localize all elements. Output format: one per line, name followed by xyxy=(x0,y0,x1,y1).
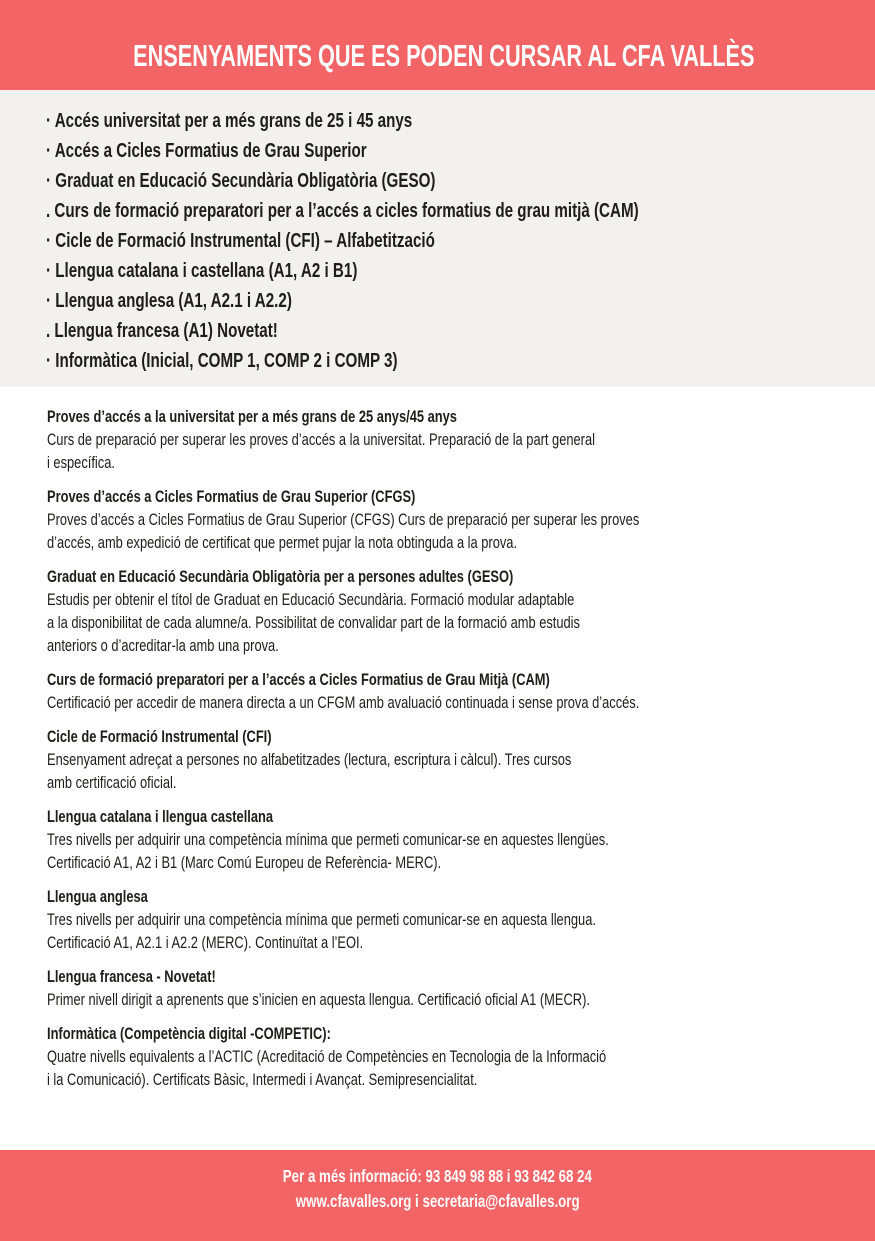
course-description-line: Certificació A1, A2.1 i A2.2 (MERC). Continuïtat a l’EOI. xyxy=(47,934,364,952)
summary-item: · Cicle de Formació Instrumental (CFI) – Alfabetització xyxy=(46,229,435,252)
summary-item: · Llengua catalana i castellana (A1, A2 i B1) xyxy=(46,259,358,282)
course-title: Llengua anglesa xyxy=(47,888,148,906)
summary-list xyxy=(46,106,847,376)
summary-item: · Llengua anglesa (A1, A2.1 i A2.2) xyxy=(46,289,292,312)
course-section-geso xyxy=(47,566,847,658)
course-section-cfgs xyxy=(47,486,847,555)
course-title: Curs de formació preparatori per a l’accés a Cicles Formatius de Grau Mitjà (CAM) xyxy=(47,671,550,689)
course-section-french xyxy=(47,966,847,1012)
footer-phone-text: Per a més informació: 93 849 98 88 i 93 842 68 24 xyxy=(282,1166,593,1186)
course-section-english xyxy=(47,886,847,955)
course-description-line: i específica. xyxy=(47,454,115,472)
summary-item: · Graduat en Educació Secundària Obligatòria (GESO) xyxy=(46,169,436,192)
course-description-line: amb certificació oficial. xyxy=(47,774,177,792)
page-title-text: ENSENYAMENTS QUE ES PODEN CURSAR AL CFA VALLÈS xyxy=(133,38,755,73)
course-description-line: Certificació A1, A2 i B1 (Marc Comú Europeu de Referència- MERC). xyxy=(47,854,442,872)
course-description-line: Tres nivells per adquirir una competència mínima que permeti comunicar-se en aquestes llengües. xyxy=(47,831,609,849)
course-title: Proves d’accés a Cicles Formatius de Grau Superior (CFGS) xyxy=(47,488,416,506)
course-description-line: a la disponibilitat de cada alumne/a. Possibilitat de convalidar part de la formació amb estudis xyxy=(47,614,580,632)
course-section-cfi xyxy=(47,726,847,795)
course-section-catalan-spanish xyxy=(47,806,847,875)
course-section-university xyxy=(47,406,847,475)
summary-item: · Accés universitat per a més grans de 25 i 45 anys xyxy=(46,109,413,132)
footer-contact xyxy=(0,1150,875,1241)
course-description-line: Tres nivells per adquirir una competència mínima que permeti comunicar-se en aquesta llengua. xyxy=(47,911,596,929)
course-description-line: d’accés, amb expedició de certificat que permet pujar la nota obtinguda a la prova. xyxy=(47,534,518,552)
summary-item: . Curs de formació preparatori per a l’accés a cicles formatius de grau mitjà (CAM) xyxy=(46,199,639,222)
footer-phone-line xyxy=(0,1164,875,1189)
course-title: Graduat en Educació Secundària Obligatòria per a persones adultes (GESO) xyxy=(47,568,514,586)
course-title: Informàtica (Competència digital -COMPETIC): xyxy=(47,1025,331,1043)
course-description-line: Estudis per obtenir el títol de Graduat en Educació Secundària. Formació modular adaptable xyxy=(47,591,575,609)
course-description-line: Ensenyament adreçat a persones no alfabetitzades (lectura, escriptura i càlcul). Tres cursos xyxy=(47,751,572,769)
course-title: Proves d’accés a la universitat per a més grans de 25 anys/45 anys xyxy=(47,408,457,426)
course-description-line: Curs de preparació per superar les proves d’accés a la universitat. Preparació de la part general xyxy=(47,431,595,449)
summary-item: · Accés a Cicles Formatius de Grau Superior xyxy=(46,139,367,162)
summary-box xyxy=(0,90,875,387)
course-section-informatics xyxy=(47,1023,847,1092)
summary-item: . Llengua francesa (A1) Novetat! xyxy=(46,319,278,342)
course-description-line: Proves d’accés a Cicles Formatius de Grau Superior (CFGS) Curs de preparació per superar les proves xyxy=(47,511,640,529)
course-description-line: i la Comunicació). Certificats Bàsic, Intermedi i Avançat. Semipresencialitat. xyxy=(47,1071,478,1089)
course-title: Cicle de Formació Instrumental (CFI) xyxy=(47,728,272,746)
course-description-line: anteriors o d’acreditar-la amb una prova. xyxy=(47,637,279,655)
course-description-line: Primer nivell dirigit a aprenents que s’inicien en aquesta llengua. Certificació oficial A1 (MECR). xyxy=(47,991,590,1009)
course-title: Llengua francesa - Novetat! xyxy=(47,968,216,986)
footer-web-line xyxy=(0,1189,875,1214)
page-title xyxy=(0,38,875,74)
course-descriptions xyxy=(47,406,847,1103)
course-description-line: Certificació per accedir de manera directa a un CFGM amb avaluació continuada i sense prova d’accés. xyxy=(47,694,640,712)
summary-item: · Informàtica (Inicial, COMP 1, COMP 2 i COMP 3) xyxy=(46,349,398,372)
footer-web-text[interactable]: www.cfavalles.org i secretaria@cfavalles.org xyxy=(295,1191,580,1211)
course-title: Llengua catalana i llengua castellana xyxy=(47,808,274,826)
course-description-line: Quatre nivells equivalents a l’ACTIC (Acreditació de Competències en Tecnologia de la Informació xyxy=(47,1048,607,1066)
header-banner xyxy=(0,0,875,90)
course-section-cam xyxy=(47,669,847,715)
